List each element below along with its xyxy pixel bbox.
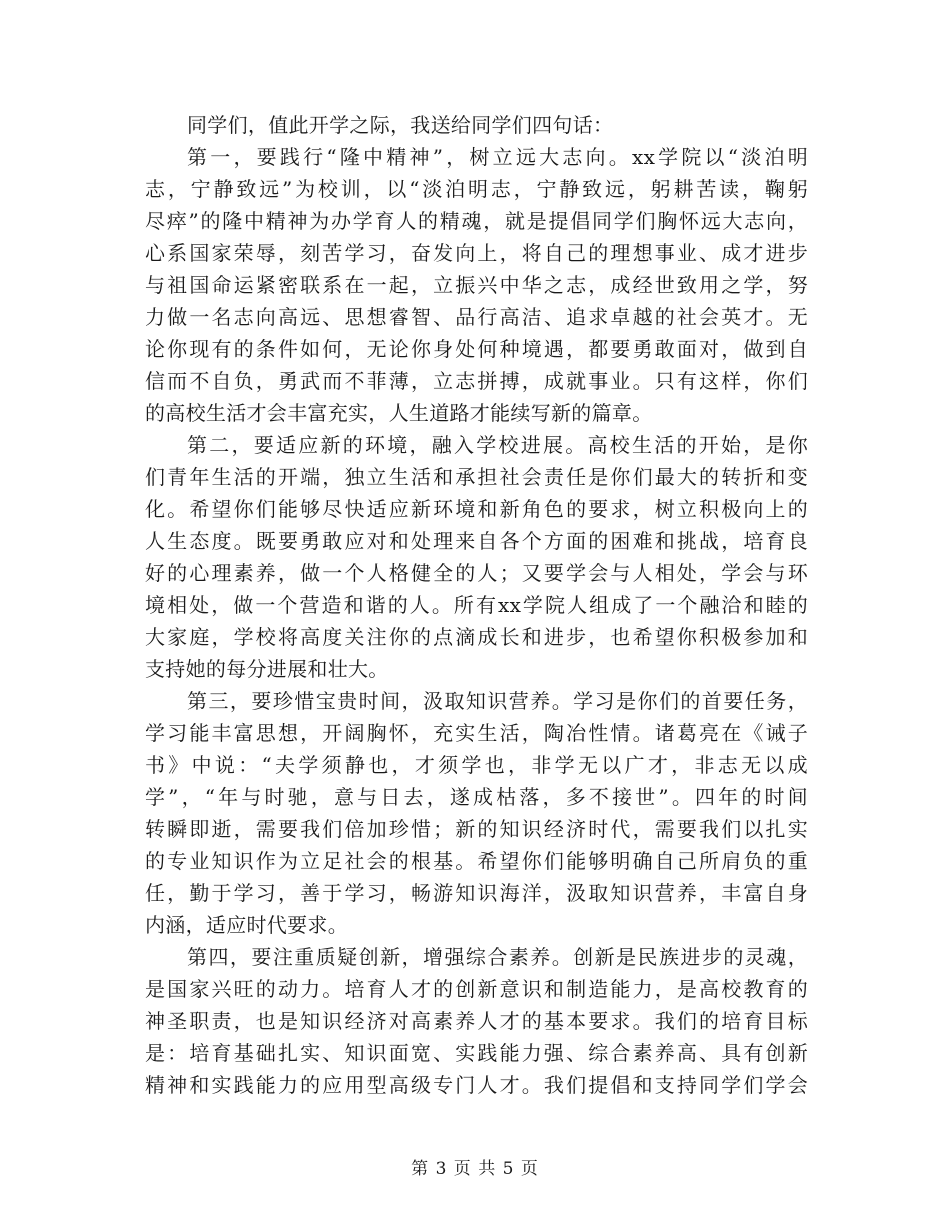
text-line: 第四，要注重质疑创新，增强综合素养。创新是民族进步的灵魂， (187, 945, 808, 969)
text-line: 神圣职责，也是知识经济对高素养人才的基本要求。我们的培育目标 (145, 1009, 808, 1033)
text-line: 转瞬即逝，需要我们倍加珍惜；新的知识经济时代，需要我们以扎实 (145, 817, 808, 841)
text-line: 境相处，做一个营造和谐的人。所有xx学院人组成了一个融洽和睦的 (145, 593, 808, 617)
text-line: 们青年生活的开端，独立生活和承担社会责任是你们最大的转折和变 (145, 465, 808, 489)
text-line: 好的心理素养，做一个人格健全的人；又要学会与人相处，学会与环 (145, 561, 808, 585)
page-footer: 第 3 页 共 5 页 (411, 1159, 539, 1179)
text-line: 支持她的每分进展和壮大。 (145, 657, 389, 681)
text-line: 志，宁静致远”为校训，以“淡泊明志，宁静致远，躬耕苦读，鞠躬 (145, 177, 808, 201)
text-line: 学”，“年与时驰，意与日去，遂成枯落，多不接世”。四年的时间 (145, 785, 808, 809)
text-line: 内涵，适应时代要求。 (145, 913, 348, 937)
body-text (145, 109, 808, 1101)
text-line: 的高校生活才会丰富充实，人生道路才能续写新的篇章。 (145, 401, 653, 425)
text-line: 人生态度。既要勇敢应对和处理来自各个方面的困难和挑战，培育良 (145, 529, 808, 553)
text-line: 大家庭，学校将高度关注你的点滴成长和进步，也希望你积极参加和 (145, 625, 808, 649)
text-line: 学习能丰富思想，开阔胸怀，充实生活，陶冶性情。诸葛亮在《诫子 (145, 721, 808, 745)
text-line: 是：培育基础扎实、知识面宽、实践能力强、综合素养高、具有创新 (145, 1041, 808, 1065)
text-line: 第三，要珍惜宝贵时间，汲取知识营养。学习是你们的首要任务， (187, 689, 808, 713)
text-line: 是国家兴旺的动力。培育人才的创新意识和制造能力，是高校教育的 (145, 977, 808, 1001)
text-line: 论你现有的条件如何，无论你身处何种境遇，都要勇敢面对，做到自 (145, 337, 808, 361)
text-line: 信而不自负，勇武而不菲薄，立志拼搏，成就事业。只有这样，你们 (145, 369, 808, 393)
text-line: 第二，要适应新的环境，融入学校进展。高校生活的开始，是你 (187, 433, 808, 457)
text-line: 第一，要践行“隆中精神”，树立远大志向。xx学院以“淡泊明 (187, 145, 808, 169)
text-line: 尽瘁”的隆中精神为办学育人的精魂，就是提倡同学们胸怀远大志向， (145, 209, 808, 233)
text-line: 与祖国命运紧密联系在一起，立振兴中华之志，成经世致用之学，努 (145, 273, 808, 297)
text-line: 精神和实践能力的应用型高级专门人才。我们提倡和支持同学们学会 (145, 1073, 808, 1097)
text-line: 任，勤于学习，善于学习，畅游知识海洋，汲取知识营养，丰富自身 (145, 881, 808, 905)
text-line: 心系国家荣辱，刻苦学习，奋发向上，将自己的理想事业、成才进步 (145, 241, 808, 265)
text-line: 力做一名志向高远、思想睿智、品行高洁、追求卓越的社会英才。无 (145, 305, 808, 329)
text-line: 化。希望你们能够尽快适应新环境和新角色的要求，树立积极向上的 (145, 497, 808, 521)
text-line: 的专业知识作为立足社会的根基。希望你们能够明确自己所肩负的重 (145, 849, 808, 873)
text-line: 同学们，值此开学之际，我送给同学们四句话： (187, 113, 614, 137)
text-line: 书》中说：“夫学须静也，才须学也，非学无以广才，非志无以成 (145, 753, 808, 777)
